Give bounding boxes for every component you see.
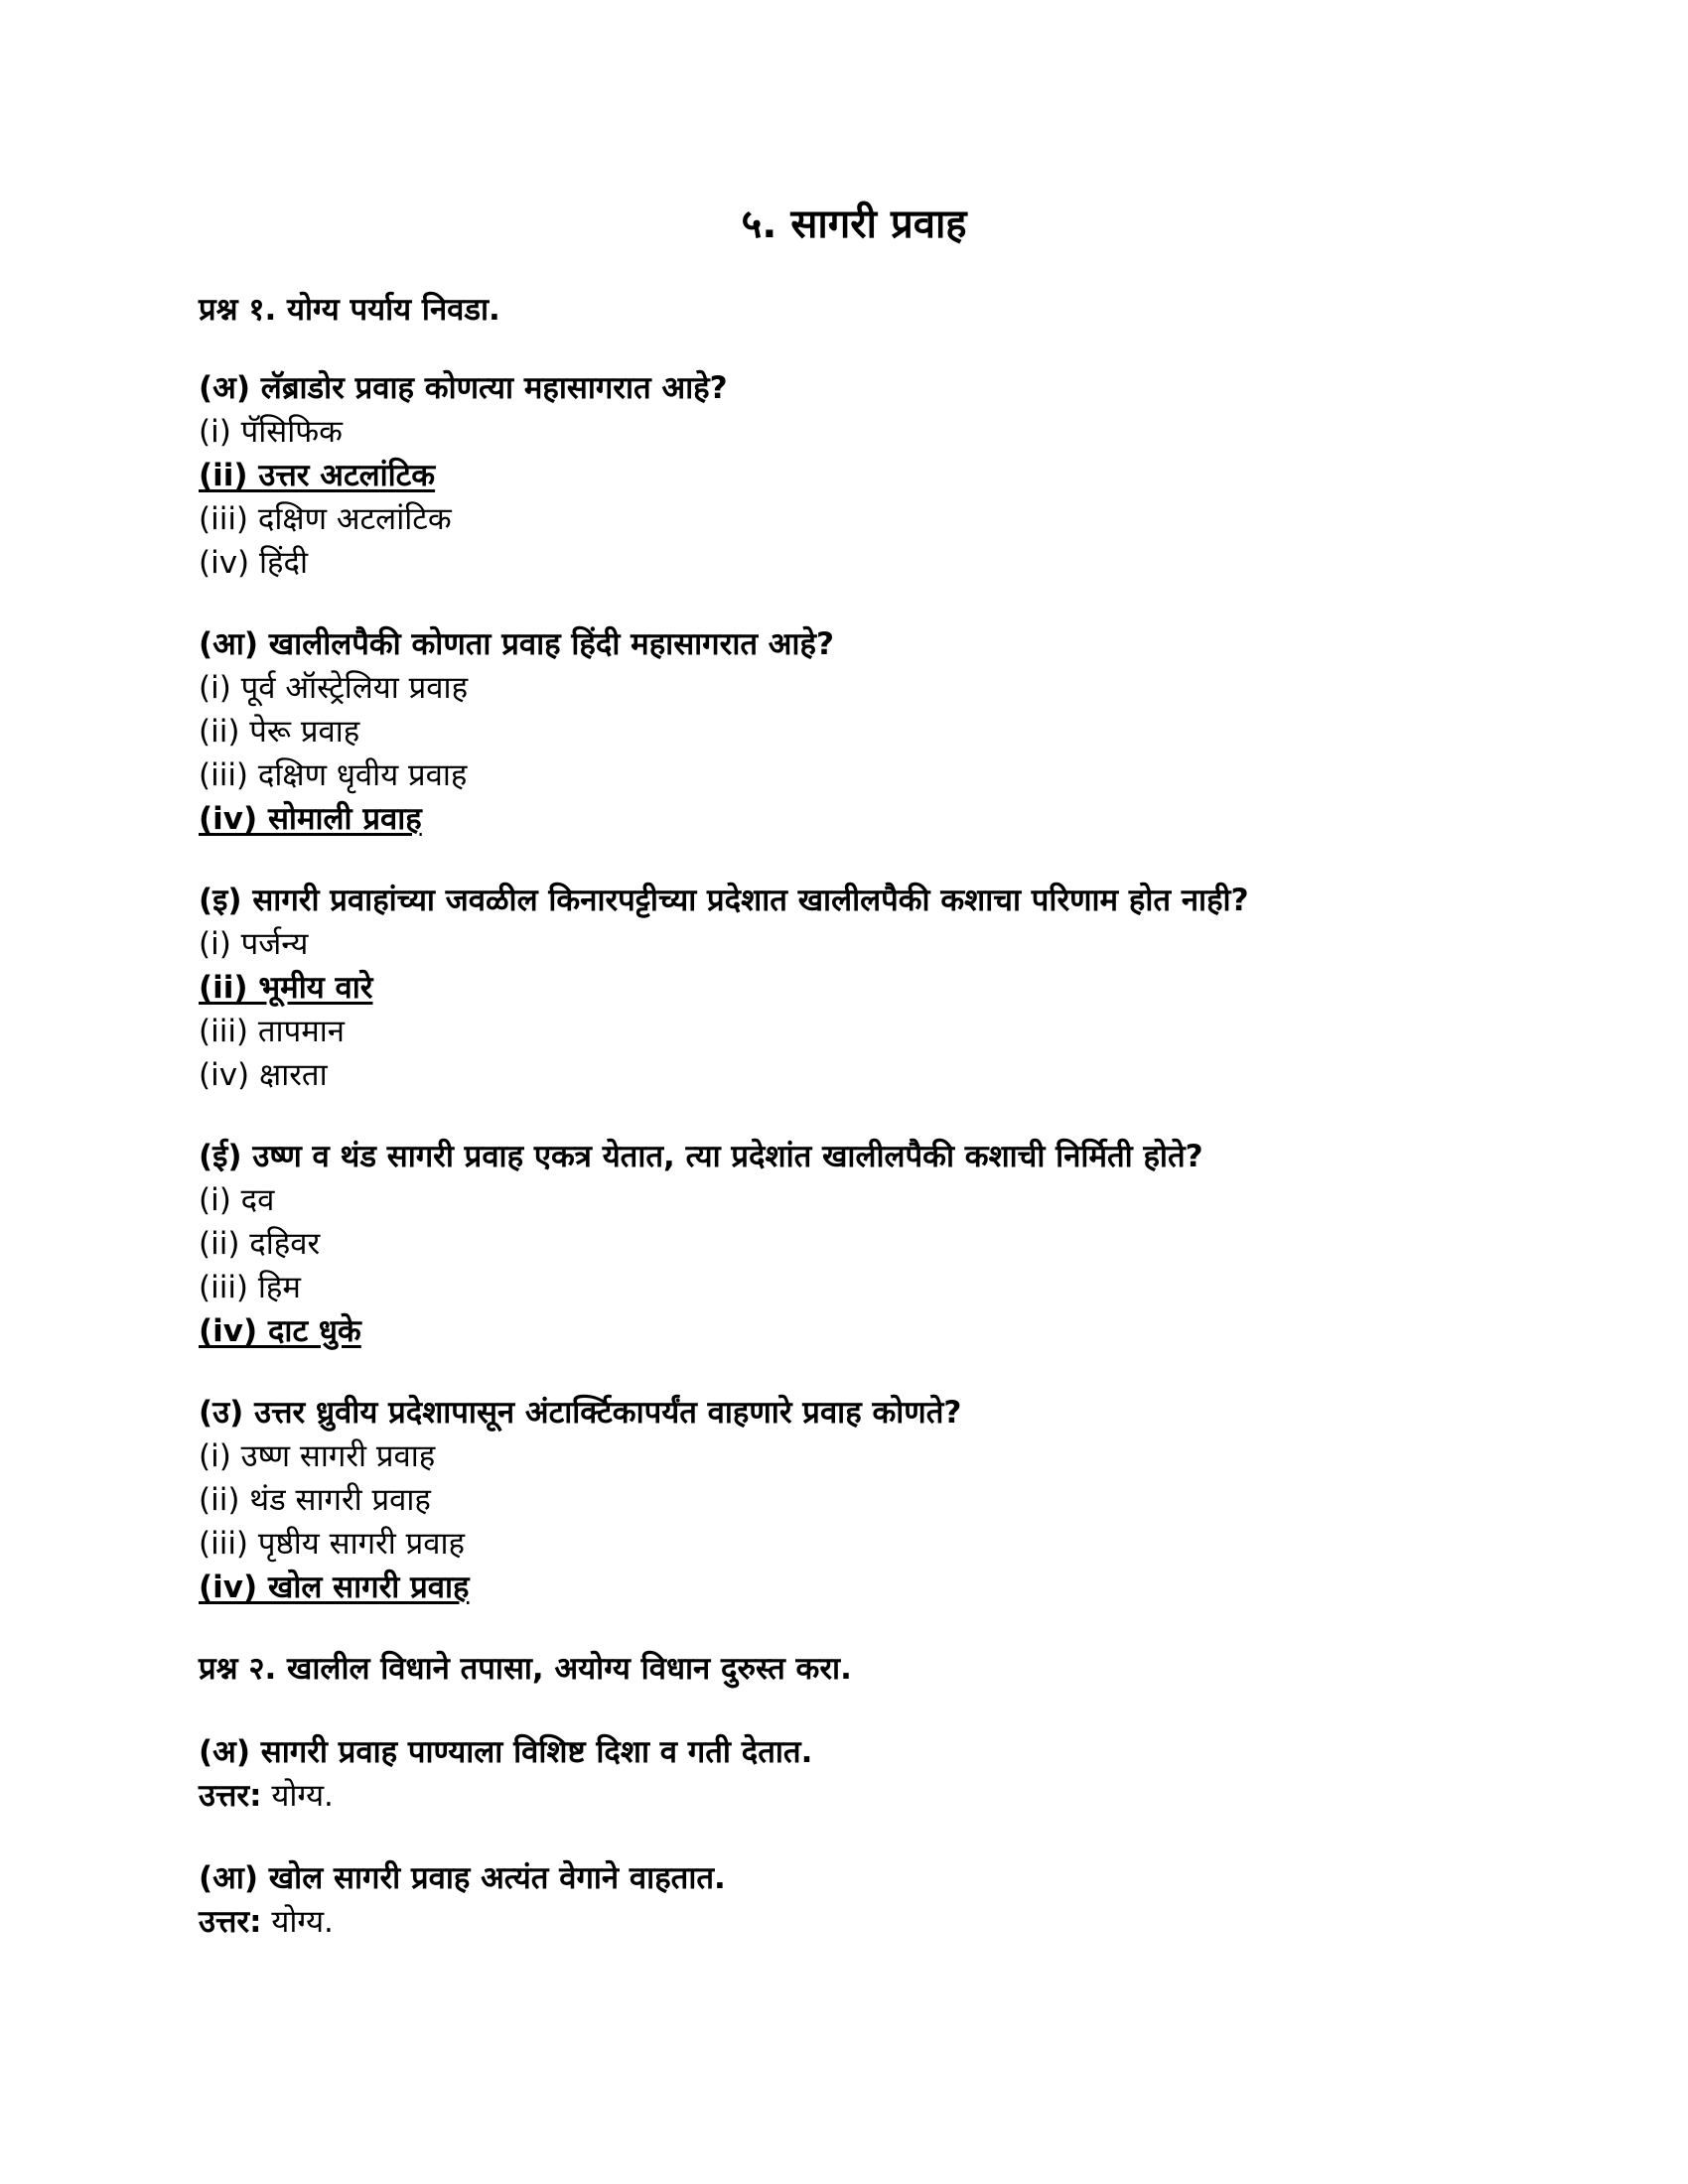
mcq-question: (उ) उत्तर ध्रुवीय प्रदेशापासून अंटार्क्टिकापर्यंत वाहणारे प्रवाह कोणते?	[199, 1395, 962, 1431]
answer-line	[199, 1900, 334, 1944]
mcq-option: (i) उष्ण सागरी प्रवाह	[199, 1438, 436, 1474]
mcq-option: (iv) हिंदी	[199, 545, 308, 581]
mcq-option-correct: (ii) उत्तर अटलांटिक	[199, 458, 436, 493]
mcq-option: (i) पूर्व ऑस्ट्रेलिया प्रवाह	[199, 670, 469, 706]
statement-text: (आ) खोल सागरी प्रवाह अत्यंत वेगाने वाहतात.	[199, 1860, 726, 1896]
mcq-question: (ई) उष्ण व थंड सागरी प्रवाह एकत्र येतात, त्या प्रदेशांत खालीलपैकी कशाची निर्मिती होते?	[199, 1139, 1203, 1174]
mcq-option-correct: (iv) सोमाली प्रवाह	[199, 801, 422, 837]
mcq-option: (iii) दक्षिण धृवीय प्रवाह	[199, 757, 468, 793]
q2-heading: प्रश्न २. खालील विधाने तपासा, अयोग्य विधान दुरुस्त करा.	[199, 1651, 852, 1687]
answer-value: योग्य.	[271, 1778, 334, 1814]
mcq-option: (i) पॅसिफिक	[199, 414, 343, 450]
mcq-question: (इ) सागरी प्रवाहांच्या जवळील किनारपट्टीच्या प्रदेशात खालीलपैकी कशाचा परिणाम होत नाही?	[199, 883, 1249, 918]
q1-heading: प्रश्न १. योग्य पर्याय निवडा.	[199, 292, 500, 328]
mcq-option: (iii) पृष्ठीय सागरी प्रवाह	[199, 1526, 465, 1562]
mcq-option: (iii) तापमान	[199, 1014, 345, 1049]
worksheet-page	[199, 0, 1509, 2184]
mcq-question: (आ) खालीलपैकी कोणता प्रवाह हिंदी महासागरात आहे?	[199, 626, 834, 662]
mcq-option-correct: (iv) दाट धुके	[199, 1313, 361, 1349]
mcq-option-correct: (ii) भूमीय वारे	[199, 970, 373, 1006]
mcq-option-correct: (iv) खोल सागरी प्रवाह	[199, 1570, 470, 1605]
statement-text: (अ) सागरी प्रवाह पाण्याला विशिष्ट दिशा व गती देतात.	[199, 1734, 813, 1770]
mcq-option: (i) पर्जन्य	[199, 926, 309, 962]
mcq-option: (iv) क्षारता	[199, 1057, 328, 1093]
mcq-option: (ii) थंड सागरी प्रवाह	[199, 1482, 431, 1518]
mcq-option: (ii) दहिवर	[199, 1226, 321, 1262]
mcq-option: (iii) दक्षिण अटलांटिक	[199, 501, 452, 537]
answer-value: योग्य.	[271, 1904, 334, 1940]
mcq-option: (iii) हिम	[199, 1270, 301, 1305]
answer-label: उत्तर:	[199, 1904, 262, 1940]
mcq-option: (ii) पेरू प्रवाह	[199, 714, 360, 750]
page-title: ५. सागरी प्रवाह	[741, 202, 967, 247]
mcq-question: (अ) लॅब्राडोर प्रवाह कोणत्या महासागरात आहे?	[199, 370, 728, 406]
answer-line	[199, 1774, 334, 1818]
answer-label: उत्तर:	[199, 1778, 262, 1814]
mcq-option: (i) दव	[199, 1182, 275, 1218]
